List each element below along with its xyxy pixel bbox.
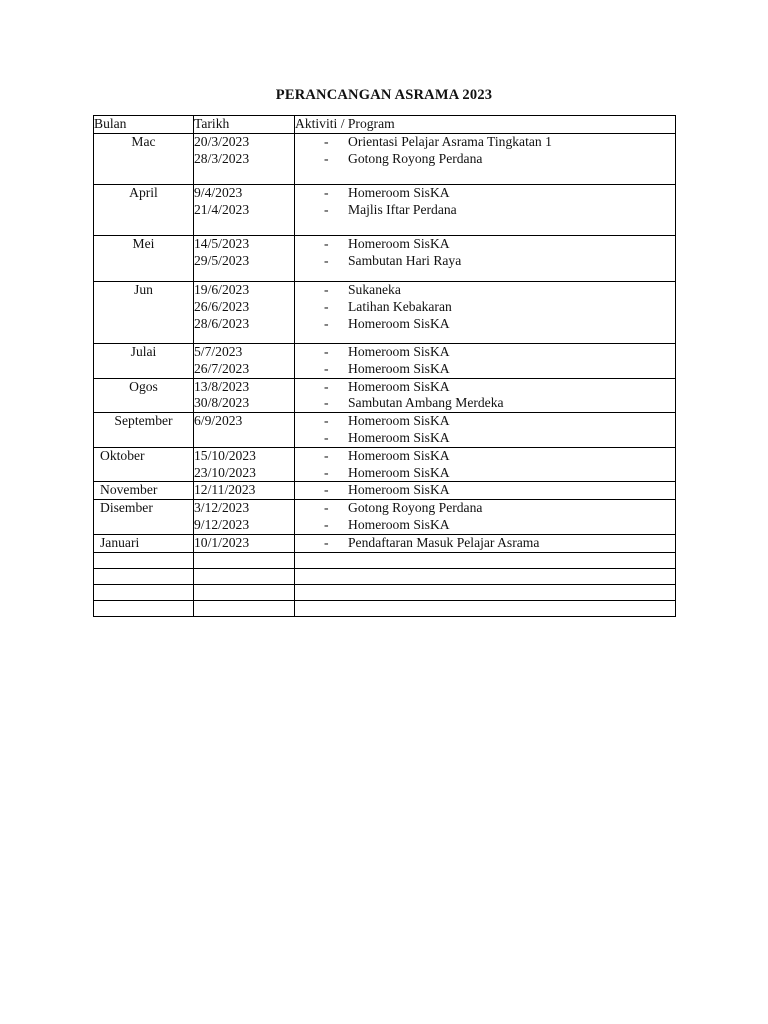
schedule-table-body — [94, 134, 676, 617]
table-row — [94, 534, 676, 552]
bullet-dash: - — [324, 315, 329, 331]
activity-cell — [295, 236, 676, 282]
table-row — [94, 378, 676, 413]
empty-cell — [94, 584, 194, 600]
month-cell: Disember — [94, 500, 194, 535]
date-cell — [194, 236, 295, 282]
activity-text: Sukaneka — [348, 282, 401, 297]
activity-entry — [295, 134, 675, 151]
activity-text: Homeroom SisKA — [348, 344, 450, 359]
empty-cell — [295, 552, 676, 568]
date-cell — [194, 447, 295, 482]
activity-entry — [295, 535, 675, 552]
activity-text: Homeroom SisKA — [348, 378, 450, 394]
activity-text: Gotong Royong Perdana — [348, 150, 483, 166]
empty-cell — [194, 568, 295, 584]
empty-cell — [295, 568, 676, 584]
bullet-dash: - — [324, 282, 329, 297]
activity-entry — [295, 316, 675, 333]
bullet-dash: - — [324, 534, 329, 550]
activity-cell — [295, 378, 676, 413]
date-entry: 10/1/2023 — [194, 534, 250, 550]
month-cell: November — [94, 482, 194, 500]
date-entry: 9/12/2023 — [194, 516, 250, 532]
date-entry: 14/5/2023 — [194, 236, 250, 251]
document-title: PERANCANGAN ASRAMA 2023 — [275, 87, 493, 103]
bullet-dash: - — [324, 482, 329, 498]
activity-text: Latihan Kebakaran — [348, 298, 452, 314]
bullet-dash: - — [324, 429, 329, 445]
date-cell — [194, 413, 295, 448]
date-cell — [194, 282, 295, 344]
month-cell: April — [94, 185, 194, 236]
table-row — [94, 413, 676, 448]
bullet-dash: - — [324, 360, 329, 376]
empty-table-row — [94, 552, 676, 568]
bullet-dash: - — [324, 201, 329, 217]
date-entry: 21/4/2023 — [194, 201, 250, 217]
month-cell: Mac — [94, 134, 194, 185]
month-cell: September — [94, 413, 194, 448]
month-column-header: Bulan — [94, 116, 194, 134]
activity-cell — [295, 447, 676, 482]
month-cell: Ogos — [94, 378, 194, 413]
empty-cell — [295, 584, 676, 600]
date-entry: 15/10/2023 — [194, 447, 256, 463]
activity-text: Homeroom SisKA — [348, 464, 450, 480]
month-cell: Oktober — [94, 447, 194, 482]
activity-cell — [295, 534, 676, 552]
activity-entry — [295, 500, 675, 517]
activity-cell — [295, 134, 676, 185]
empty-table-row — [94, 600, 676, 616]
schedule-table — [93, 115, 676, 617]
activity-cell — [295, 282, 676, 344]
activity-entry — [295, 430, 675, 447]
bullet-dash: - — [324, 236, 329, 251]
activity-entry — [295, 236, 675, 253]
activity-text: Homeroom SisKA — [348, 236, 450, 251]
activity-entry — [295, 185, 675, 202]
date-cell — [194, 134, 295, 185]
activity-text: Homeroom SisKA — [348, 360, 450, 376]
activity-text: Orientasi Pelajar Asrama Tingkatan 1 — [348, 134, 552, 149]
activity-cell — [295, 413, 676, 448]
activity-cell — [295, 500, 676, 535]
date-entry: 20/3/2023 — [194, 134, 250, 149]
activity-cell — [295, 482, 676, 500]
date-entry: 3/12/2023 — [194, 500, 250, 516]
date-entry: 6/9/2023 — [194, 413, 243, 429]
activity-text: Gotong Royong Perdana — [348, 500, 483, 516]
activity-column-header: Aktiviti / Program — [295, 116, 676, 134]
activity-entry — [295, 413, 675, 430]
bullet-dash: - — [324, 464, 329, 480]
date-entry: 12/11/2023 — [194, 482, 256, 498]
activity-cell — [295, 344, 676, 379]
activity-text: Homeroom SisKA — [348, 429, 450, 445]
bullet-dash: - — [324, 134, 329, 149]
activity-entry — [295, 395, 675, 412]
date-entry: 23/10/2023 — [194, 464, 256, 480]
activity-entry — [295, 379, 675, 396]
date-entry: 9/4/2023 — [194, 185, 243, 200]
activity-text: Homeroom SisKA — [348, 315, 450, 331]
empty-cell — [194, 584, 295, 600]
date-entry: 5/7/2023 — [194, 344, 243, 359]
bullet-dash: - — [324, 298, 329, 314]
activity-text: Homeroom SisKA — [348, 185, 450, 200]
empty-cell — [94, 600, 194, 616]
activity-text: Homeroom SisKA — [348, 447, 450, 463]
date-cell — [194, 500, 295, 535]
table-row — [94, 236, 676, 282]
activity-text: Sambutan Hari Raya — [348, 252, 462, 268]
date-entry: 28/6/2023 — [194, 315, 250, 331]
date-entry: 13/8/2023 — [194, 378, 250, 394]
activity-entry — [295, 253, 675, 270]
activity-entry — [295, 517, 675, 534]
month-cell: Mei — [94, 236, 194, 282]
date-cell — [194, 378, 295, 413]
activity-text: Sambutan Ambang Merdeka — [348, 395, 504, 411]
bullet-dash: - — [324, 500, 329, 516]
activity-entry — [295, 482, 675, 499]
date-entry: 26/7/2023 — [194, 360, 250, 376]
empty-cell — [94, 568, 194, 584]
table-header-row — [94, 116, 676, 134]
date-entry: 29/5/2023 — [194, 252, 250, 268]
table-row — [94, 482, 676, 500]
date-entry: 26/6/2023 — [194, 298, 250, 314]
empty-cell — [295, 600, 676, 616]
bullet-dash: - — [324, 395, 329, 411]
date-cell — [194, 482, 295, 500]
date-cell — [194, 344, 295, 379]
activity-text: Homeroom SisKA — [348, 413, 450, 429]
activity-entry — [295, 282, 675, 299]
date-entry: 30/8/2023 — [194, 395, 250, 411]
activity-entry — [295, 361, 675, 378]
bullet-dash: - — [324, 252, 329, 268]
empty-table-row — [94, 568, 676, 584]
month-cell: Januari — [94, 534, 194, 552]
date-entry: 19/6/2023 — [194, 282, 250, 297]
activity-text: Majlis Iftar Perdana — [348, 201, 457, 217]
bullet-dash: - — [324, 413, 329, 429]
activity-entry — [295, 448, 675, 465]
date-cell — [194, 185, 295, 236]
bullet-dash: - — [324, 378, 329, 394]
date-column-header: Tarikh — [194, 116, 295, 134]
empty-cell — [94, 552, 194, 568]
bullet-dash: - — [324, 150, 329, 166]
table-row — [94, 185, 676, 236]
date-cell — [194, 534, 295, 552]
activity-entry — [295, 465, 675, 482]
month-cell: Jun — [94, 282, 194, 344]
table-row — [94, 500, 676, 535]
activity-cell — [295, 185, 676, 236]
activity-entry — [295, 202, 675, 219]
empty-cell — [194, 552, 295, 568]
activity-text: Homeroom SisKA — [348, 482, 450, 498]
bullet-dash: - — [324, 344, 329, 359]
activity-text: Homeroom SisKA — [348, 516, 450, 532]
activity-entry — [295, 151, 675, 168]
date-entry: 28/3/2023 — [194, 150, 250, 166]
bullet-dash: - — [324, 185, 329, 200]
activity-text: Pendaftaran Masuk Pelajar Asrama — [348, 534, 540, 550]
empty-table-row — [94, 584, 676, 600]
table-row — [94, 344, 676, 379]
table-row — [94, 282, 676, 344]
empty-cell — [194, 600, 295, 616]
bullet-dash: - — [324, 447, 329, 463]
table-row — [94, 447, 676, 482]
bullet-dash: - — [324, 516, 329, 532]
table-row — [94, 134, 676, 185]
activity-entry — [295, 299, 675, 316]
month-cell: Julai — [94, 344, 194, 379]
activity-entry — [295, 344, 675, 361]
